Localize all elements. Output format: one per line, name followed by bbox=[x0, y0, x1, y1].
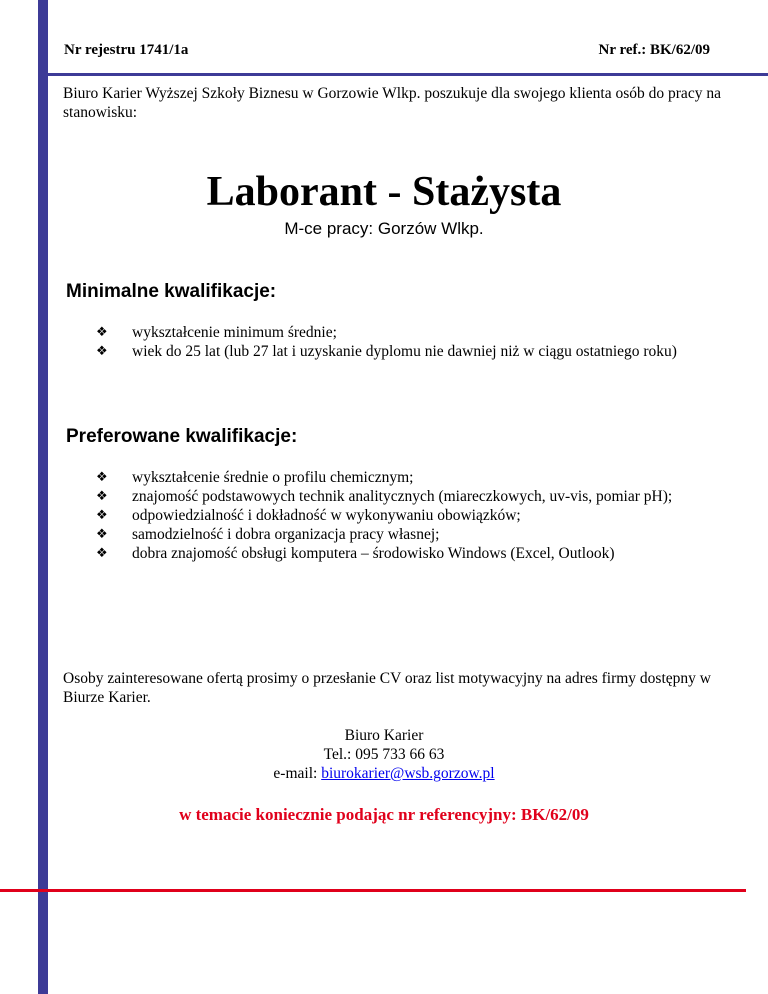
office-name: Biuro Karier bbox=[344, 727, 424, 744]
header-divider bbox=[48, 73, 768, 76]
list-item-text: wykształcenie średnie o profilu chemicznym; bbox=[132, 469, 414, 486]
email-label: e-mail: bbox=[273, 765, 322, 782]
preferred-qualifications-list bbox=[96, 468, 716, 563]
list-item-text: odpowiedzialność i dokładność w wykonywaniu obowiązków; bbox=[132, 507, 521, 524]
intro-text: Biuro Karier Wyższej Szkoły Biznesu w Gorzowie Wlkp. poszukuje dla swojego klienta osób do pracy na stanowisku: bbox=[63, 85, 721, 121]
list-item bbox=[96, 525, 716, 544]
diamond-bullet-icon: ❖ bbox=[96, 489, 108, 504]
preferred-qualifications-heading: Preferowane kwalifikacje: bbox=[66, 426, 298, 447]
email-line bbox=[0, 764, 768, 783]
list-item bbox=[96, 506, 716, 525]
list-item-text: dobra znajomość obsługi komputera – środowisko Windows (Excel, Outlook) bbox=[132, 545, 615, 562]
minimal-qualifications-list bbox=[96, 323, 716, 361]
list-item bbox=[96, 487, 716, 506]
diamond-bullet-icon: ❖ bbox=[96, 470, 108, 485]
closing-text: Osoby zainteresowane ofertą prosimy o przesłanie CV oraz list motywacyjny na adres firmy dostępny w Biurze Karier. bbox=[63, 670, 711, 706]
list-item-text: samodzielność i dobra organizacja pracy własnej; bbox=[132, 526, 440, 543]
diamond-bullet-icon: ❖ bbox=[96, 527, 108, 542]
reference-note: w temacie koniecznie podając nr referencyjny: BK/62/09 bbox=[179, 805, 589, 824]
diamond-bullet-icon: ❖ bbox=[96, 344, 108, 359]
list-item-text: znajomość podstawowych technik analitycznych (miareczkowych, uv-vis, pomiar pH); bbox=[132, 488, 673, 505]
list-item bbox=[96, 468, 716, 487]
diamond-bullet-icon: ❖ bbox=[96, 508, 108, 523]
phone-number: Tel.: 095 733 66 63 bbox=[323, 746, 445, 763]
job-location: M-ce pracy: Gorzów Wlkp. bbox=[284, 219, 484, 238]
footer-divider bbox=[0, 889, 746, 892]
minimal-qualifications-heading: Minimalne kwalifikacje: bbox=[66, 281, 277, 302]
left-frame-bar bbox=[38, 0, 48, 994]
registry-number: Nr rejestru 1741/1a bbox=[64, 42, 189, 58]
list-item bbox=[96, 323, 716, 342]
job-title: Laborant - Stażysta bbox=[206, 169, 562, 215]
list-item bbox=[96, 544, 716, 563]
contact-block bbox=[0, 726, 768, 783]
list-item-text: wykształcenie minimum średnie; bbox=[132, 324, 337, 341]
list-item-text: wiek do 25 lat (lub 27 lat i uzyskanie dyplomu nie dawniej niż w ciągu ostatniego roku) bbox=[132, 343, 677, 360]
diamond-bullet-icon: ❖ bbox=[96, 325, 108, 340]
list-item bbox=[96, 342, 716, 361]
reference-number: Nr ref.: BK/62/09 bbox=[598, 42, 710, 58]
email-link[interactable]: biurokarier@wsb.gorzow.pl bbox=[321, 765, 495, 782]
diamond-bullet-icon: ❖ bbox=[96, 546, 108, 561]
